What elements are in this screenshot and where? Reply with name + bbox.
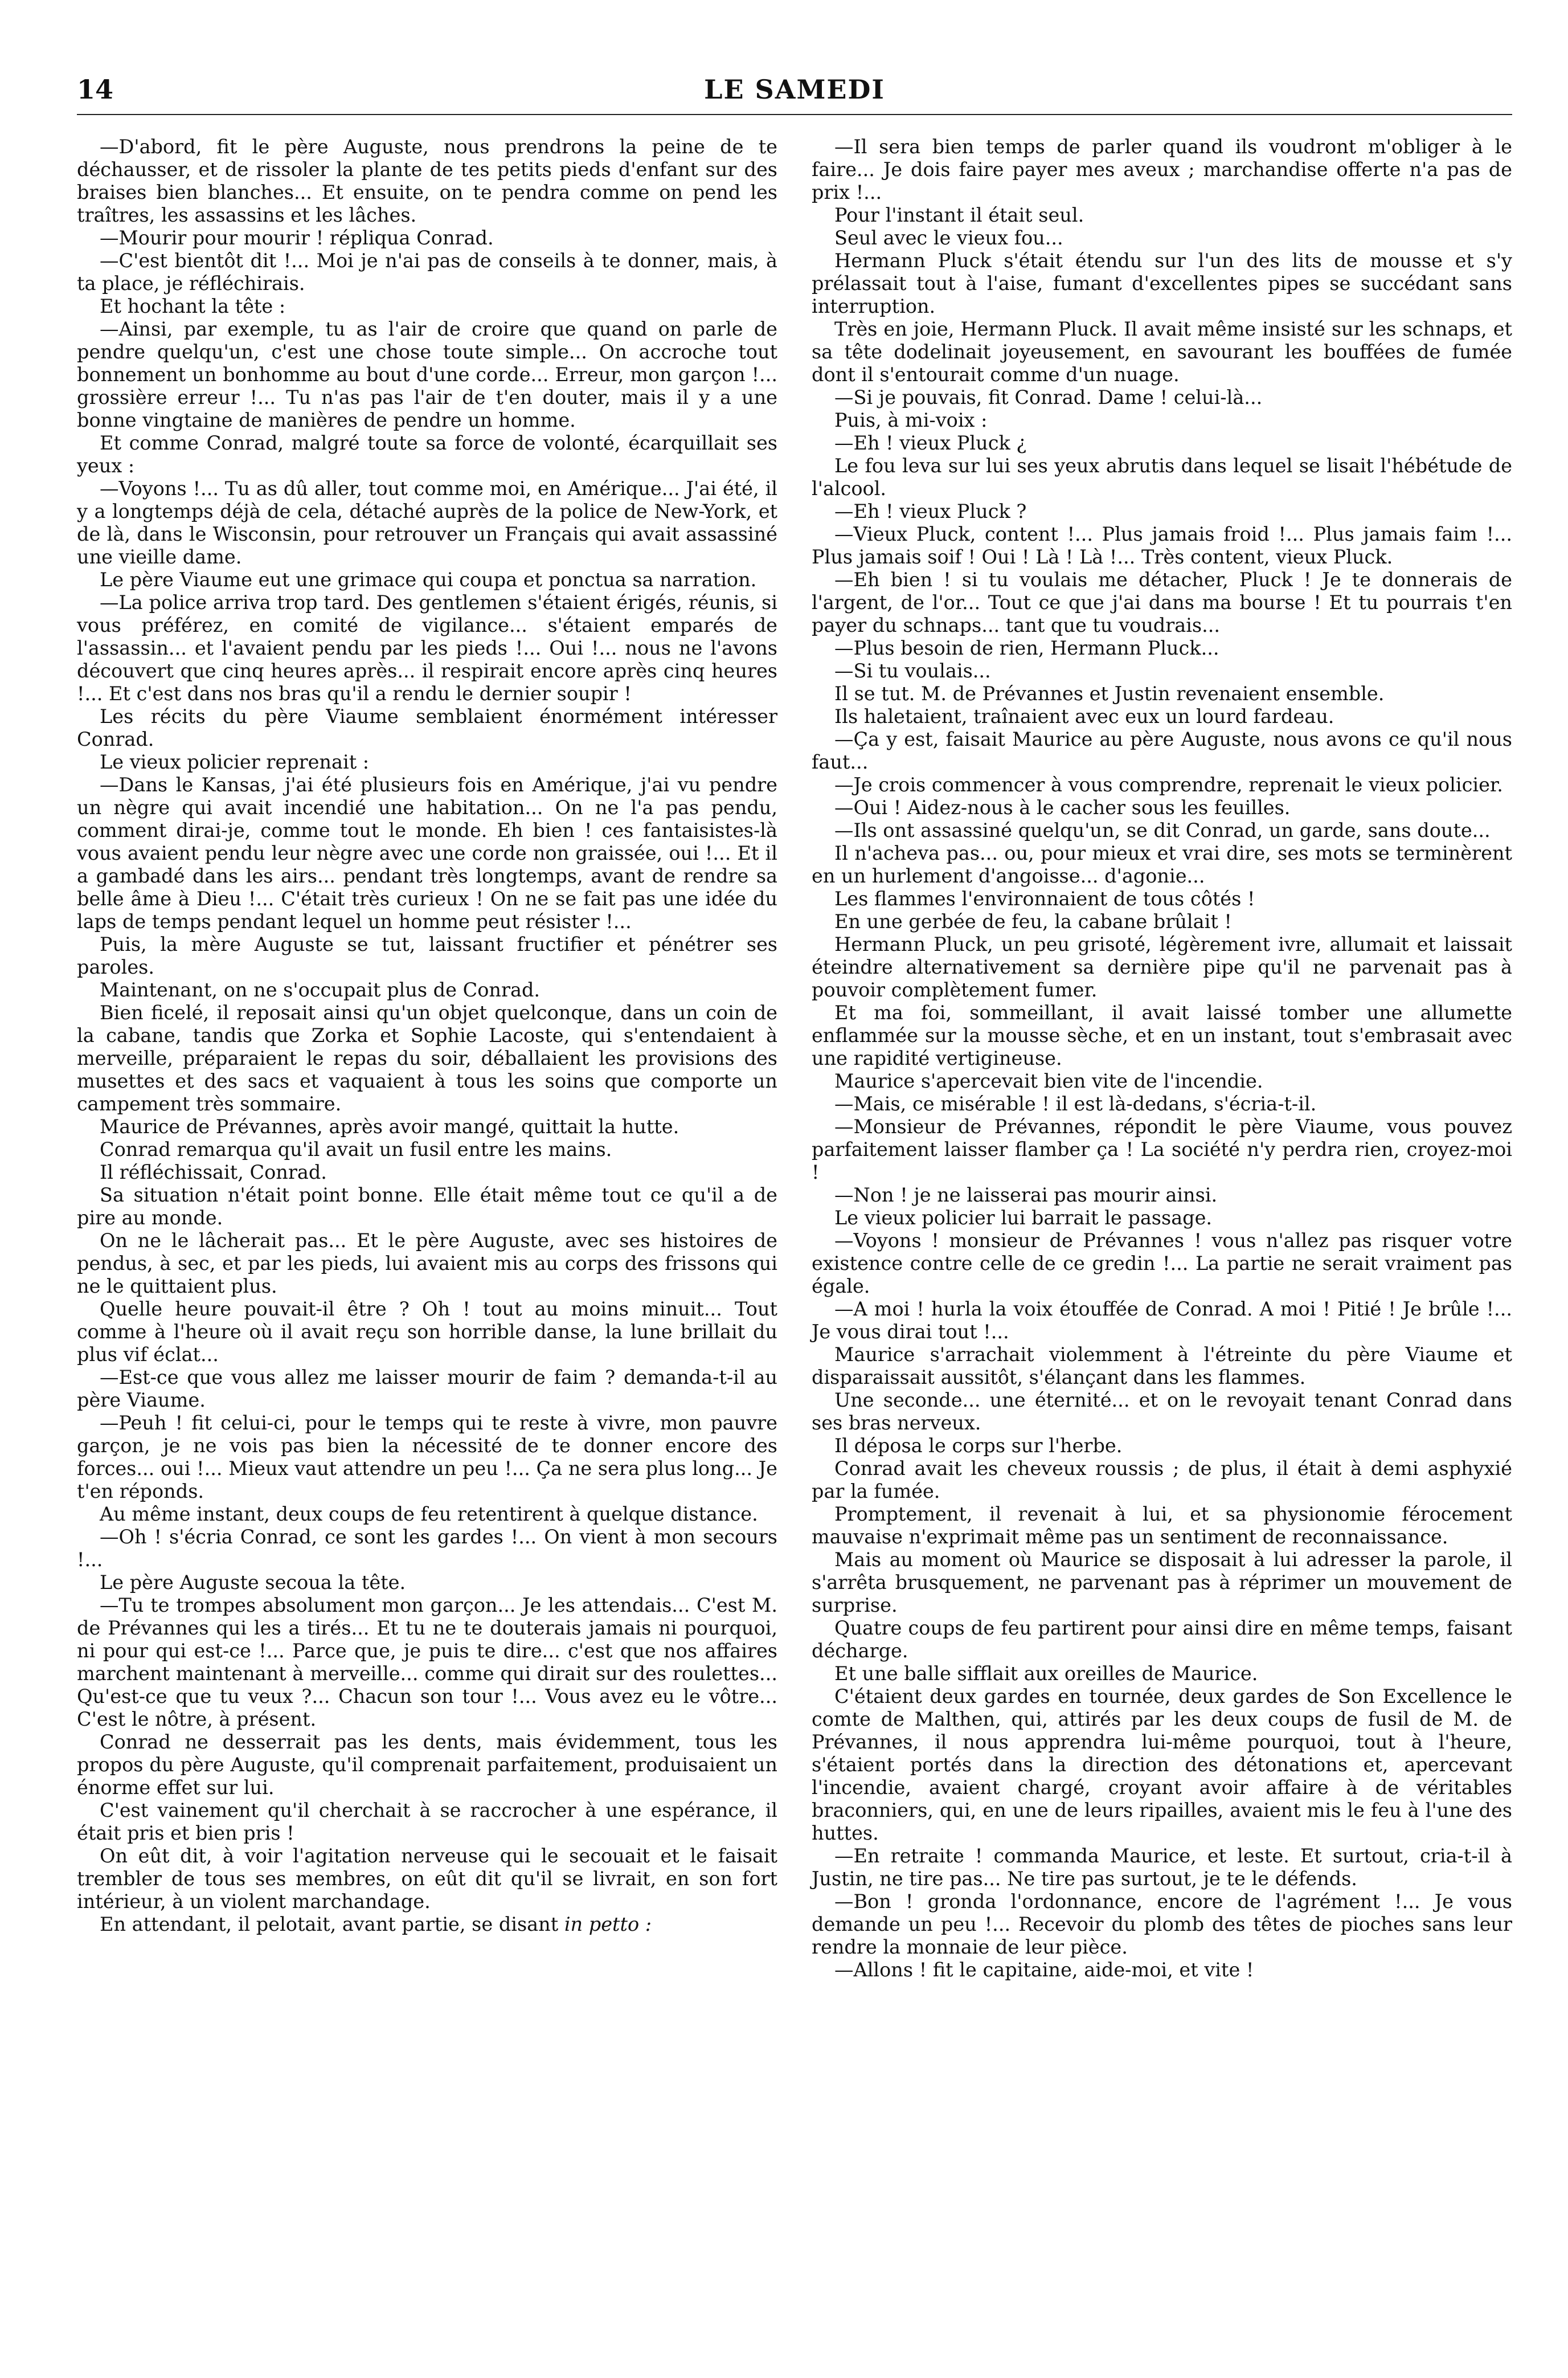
paragraph-text: Les récits du père Viaume semblaient énormément intéresser Conrad. (77, 705, 777, 750)
paragraph (812, 386, 1512, 409)
paragraph-text: Quatre coups de feu partirent pour ainsi dire en même temps, faisant décharge. (812, 1617, 1512, 1662)
paragraph (77, 1412, 777, 1503)
paragraph (812, 1662, 1512, 1685)
paragraph-text: Bien ficelé, il reposait ainsi qu'un objet quelconque, dans un coin de la cabane, tandis que Zorka et Sophie Lacoste, qui s'entendaient à merveille, préparaient le repas du soir, déballaient les provisions des musettes et des sacs et vaquaient à tous les soins que comporte un campement très sommaire. (77, 1002, 777, 1115)
paragraph-text: —Vieux Pluck, content !... Plus jamais froid !... Plus jamais faim !... Plus jamais soif ! Oui ! Là ! Là !... Très content, vieux Pluck. (812, 523, 1512, 568)
paragraph (812, 728, 1512, 774)
paragraph (77, 1503, 777, 1526)
paragraph (812, 910, 1512, 933)
paragraph (812, 1229, 1512, 1298)
paragraph-text: C'étaient deux gardes en tournée, deux gardes de Son Excellence le comte de Malthen, qui, attirés par les deux coups de fusil de M. de Prévannes, il nous apprendra lui-même pourquoi, tout à l'heure, s'étaient portés dans la direction des détonations et, apercevant l'incendie, avaient chargé, croyant avoir affaire à de véritables braconniers, qui, en une de leurs ripailles, avaient mis le feu à l'une des huttes. (812, 1685, 1512, 1844)
paragraph-text: Hermann Pluck, un peu grisoté, légèrement ivre, allumait et laissait éteindre alternativement sa dernière pipe qu'il ne parvenait pas à pouvoir complètement fumer. (812, 933, 1512, 1001)
paragraph (812, 683, 1512, 705)
paragraph (77, 751, 777, 774)
paragraph (812, 1435, 1512, 1457)
paragraph (812, 250, 1512, 318)
paragraph (812, 796, 1512, 819)
paragraph-text: Il se tut. M. de Prévannes et Justin revenaient ensemble. (834, 683, 1385, 705)
paragraph-text: Une seconde... une éternité... et on le revoyait tenant Conrad dans ses bras nerveux. (812, 1389, 1512, 1434)
paragraph (812, 409, 1512, 432)
paragraph-text: —Monsieur de Prévannes, répondit le père Viaume, vous pouvez parfaitement laisser flamber ça ! La société n'y perdra rien, croyez-moi ! (812, 1116, 1512, 1183)
paragraph-text: —Est-ce que vous allez me laisser mourir de faim ? demanda-t-il au père Viaume. (77, 1366, 777, 1411)
paragraph-text: Puis, à mi-voix : (834, 409, 988, 431)
paragraph (77, 1913, 777, 1936)
paragraph-text: Et une balle sifflait aux oreilles de Maurice. (834, 1662, 1258, 1685)
paragraph (812, 1116, 1512, 1184)
paragraph-text: Il n'acheva pas... ou, pour mieux et vrai dire, ses mots se terminèrent en un hurlement d'angoisse... d'agonie... (812, 842, 1512, 887)
paragraph-text: —Il sera bien temps de parler quand ils voudront m'obliger à le faire... Je dois faire payer mes aveux ; marchandise offerte n'a pas de prix !... (812, 136, 1512, 203)
paragraph-text: —Ainsi, par exemple, tu as l'air de croire que quand on parle de pendre quelqu'un, c'est une chose toute simple... On accroche tout bonnement un bonhomme au bout d'une corde... Erreur, mon garçon !... grossière erreur !... Tu n'as pas l'air de t'en douter, mais il y a une bonne vingtaine de manières de pendre un homme. (77, 318, 777, 431)
paragraph (812, 523, 1512, 569)
paragraph-text: En attendant, il pelotait, avant partie, se disant (100, 1913, 559, 1935)
paragraph-text: Conrad avait les cheveux roussis ; de plus, il était à demi asphyxié par la fumée. (812, 1457, 1512, 1502)
paragraph-text: Le père Viaume eut une grimace qui coupa et ponctua sa narration. (100, 569, 757, 591)
paragraph (812, 204, 1512, 227)
paragraph-text: —Oh ! s'écria Conrad, ce sont les gardes !... On vient à mon secours !... (77, 1526, 777, 1571)
paragraph-text: —Je crois commencer à vous comprendre, reprenait le vieux policier. (834, 774, 1503, 796)
paragraph (77, 1161, 777, 1184)
paragraph (812, 1685, 1512, 1845)
paragraph (812, 819, 1512, 842)
paragraph (812, 136, 1512, 204)
left-column (77, 136, 777, 1981)
running-title: LE SAMEDI (704, 74, 885, 105)
paragraph (77, 136, 777, 227)
paragraph (812, 888, 1512, 910)
paragraph-text: —Non ! je ne laisserai pas mourir ainsi. (834, 1184, 1218, 1206)
paragraph-text: Maurice s'apercevait bien vite de l'incendie. (834, 1070, 1263, 1092)
paragraph (77, 1002, 777, 1116)
paragraph-text: —Oui ! Aidez-nous à le cacher sous les feuilles. (834, 796, 1291, 819)
paragraph (77, 1594, 777, 1731)
paragraph (812, 774, 1512, 796)
paragraph (812, 1093, 1512, 1116)
paragraph-text: —Eh ! vieux Pluck ¿ (834, 432, 1027, 454)
paragraph (77, 1845, 777, 1913)
paragraph-text: Hermann Pluck s'était étendu sur l'un des lits de mousse et s'y prélassait tout à l'aise, fumant d'excellentes pipes se succédant sans interruption. (812, 250, 1512, 317)
paragraph-text: —Ils ont assassiné quelqu'un, se dit Conrad, un garde, sans doute... (834, 819, 1491, 841)
paragraph (812, 637, 1512, 660)
paragraph-text: Et ma foi, sommeillant, il avait laissé tomber une allumette enflammée sur la mousse sèche, et en un instant, tout s'embrasait avec une rapidité vertigineuse. (812, 1002, 1512, 1069)
paragraph (812, 1207, 1512, 1229)
paragraph-text: Maurice de Prévannes, après avoir mangé, quittait la hutte. (100, 1116, 679, 1138)
paragraph-text: Conrad remarqua qu'il avait un fusil entre les mains. (100, 1138, 612, 1161)
paragraph (812, 1959, 1512, 1981)
paragraph-text: On eût dit, à voir l'agitation nerveuse qui le secouait et le faisait trembler de tous ses membres, on eût dit qu'il se livrait, en son fort intérieur, à un violent marchandage. (77, 1845, 777, 1913)
paragraph-text: —A moi ! hurla la voix étouffée de Conrad. A moi ! Pitié ! Je brûle !... Je vous dirai tout !... (812, 1298, 1512, 1343)
paragraph (812, 933, 1512, 1002)
paragraph-text: Seul avec le vieux fou... (834, 227, 1063, 249)
paragraph-text: En une gerbée de feu, la cabane brûlait ! (834, 910, 1232, 933)
paragraph (77, 1138, 777, 1161)
paragraph (77, 1366, 777, 1412)
paragraph-text: —C'est bientôt dit !... Moi je n'ai pas de conseils à te donner, mais, à ta place, je réfléchirais. (77, 250, 777, 295)
paragraph-text: Ils haletaient, traînaient avec eux un lourd fardeau. (834, 705, 1334, 728)
text-columns (77, 136, 1512, 1981)
paragraph-text: Le vieux policier reprenait : (100, 751, 370, 773)
paragraph-text: —Eh bien ! si tu voulais me détacher, Pluck ! Je te donnerais de l'argent, de l'or... Tout ce que j'ai dans ma bourse ! Et tu pourrais t'en payer du schnaps... tant que tu voudrais... (812, 569, 1512, 636)
paragraph (812, 569, 1512, 637)
paragraph (77, 979, 777, 1002)
paragraph-text: —Mais, ce misérable ! il est là-dedans, s'écria-t-il. (834, 1093, 1317, 1115)
paragraph-text: —Si tu voulais... (834, 660, 991, 682)
paragraph-text: Et hochant la tête : (100, 295, 286, 317)
paragraph-text: —Ça y est, faisait Maurice au père Auguste, nous avons ce qu'il nous faut... (812, 728, 1512, 773)
paragraph-text: Quelle heure pouvait-il être ? Oh ! tout au moins minuit... Tout comme à l'heure où il avait reçu son horrible danse, la lune brillait du plus vif éclat... (77, 1298, 777, 1366)
paragraph-text: —Bon ! gronda l'ordonnance, encore de l'agrément !... Je vous demande un peu !... Recevoir du plomb des têtes de pioches sans leur rendre la monnaie de leur pièce. (812, 1890, 1512, 1958)
paragraph (77, 1526, 777, 1571)
paragraph-text: —Eh ! vieux Pluck ? (834, 500, 1027, 522)
paragraph (77, 569, 777, 591)
paragraph (812, 1343, 1512, 1389)
paragraph-text: Maurice s'arrachait violemment à l'étreinte du père Viaume et disparaissait aussitôt, s'élançant dans les flammes. (812, 1343, 1512, 1388)
paragraph-text: —Dans le Kansas, j'ai été plusieurs fois en Amérique, j'ai vu pendre un nègre qui avait incendié une habitation... On ne l'a pas pendu, comment dirai-je, comme tout le monde. Eh bien ! ces fantaisistes-là vous avaient pendu leur nègre avec une corde non graissée, oui !... Et il a gambadé dans les airs... pendant très longtemps, avant de rendre sa belle âme à Dieu !... C'était très curieux ! On ne se fait pas une idée du laps de temps pendant lequel un homme peut résister !... (77, 774, 777, 933)
paragraph (77, 1298, 777, 1366)
paragraph (77, 933, 777, 979)
paragraph (812, 432, 1512, 455)
paragraph-text: —Peuh ! fit celui-ci, pour le temps qui te reste à vivre, mon pauvre garçon, je ne vois pas bien la nécessité de te donner encore des forces... oui !... Mieux vaut attendre un peu !... Ça ne sera plus long... Je t'en réponds. (77, 1412, 777, 1502)
paragraph-text: Et comme Conrad, malgré toute sa force de volonté, écarquillait ses yeux : (77, 432, 777, 477)
paragraph (77, 477, 777, 569)
paragraph (812, 1890, 1512, 1959)
paragraph (77, 227, 777, 250)
paragraph-text: Mais au moment où Maurice se disposait à lui adresser la parole, il s'arrêta brusquement, ne parvenant pas à réprimer un mouvement de surprise. (812, 1548, 1512, 1616)
paragraph-text: —Plus besoin de rien, Hermann Pluck... (834, 637, 1219, 659)
paragraph (812, 1548, 1512, 1617)
paragraph-text: Les flammes l'environnaient de tous côtés ! (834, 888, 1255, 910)
italic-phrase: in petto : (564, 1913, 652, 1935)
paragraph (77, 1571, 777, 1594)
paragraph (77, 432, 777, 477)
paragraph (77, 774, 777, 933)
paragraph (812, 1457, 1512, 1503)
paragraph-text: —La police arriva trop tard. Des gentlemen s'étaient érigés, réunis, si vous préférez, en comité de vigilance... s'étaient emparés de l'assassin... et l'avaient pendu par les pieds !... Oui !... nous ne l'avons découvert que cinq heures après... il respirait encore après cinq heures !... Et c'est dans nos bras qu'il a rendu le dernier soupir ! (77, 591, 777, 705)
paragraph (812, 1503, 1512, 1548)
paragraph-text: Le vieux policier lui barrait le passage. (834, 1207, 1213, 1229)
paragraph-text: —Mourir pour mourir ! répliqua Conrad. (100, 227, 494, 249)
paragraph (77, 250, 777, 295)
paragraph (812, 1184, 1512, 1207)
paragraph-text: Il déposa le corps sur l'herbe. (834, 1435, 1123, 1457)
paragraph-text: Très en joie, Hermann Pluck. Il avait même insisté sur les schnaps, et sa tête dodelinait joyeusement, en savourant les bouffées de fumée dont il s'entourait comme d'un nuage. (812, 318, 1512, 386)
paragraph (77, 1799, 777, 1845)
paragraph-text: Conrad ne desserrait pas les dents, mais évidemment, tous les propos du père Auguste, qu'il comprenait parfaitement, produisaient un énorme effet sur lui. (77, 1731, 777, 1799)
paragraph-text: —Voyons !... Tu as dû aller, tout comme moi, en Amérique... J'ai été, il y a longtemps déjà de cela, détaché auprès de la police de New-York, et de là, dans le Wisconsin, pour retrouver un Français qui avait assassiné une vieille dame. (77, 477, 777, 568)
paragraph (812, 705, 1512, 728)
paragraph (77, 318, 777, 432)
paragraph (77, 1229, 777, 1298)
paragraph (812, 500, 1512, 523)
paragraph-text: C'est vainement qu'il cherchait à se raccrocher à une espérance, il était pris et bien pris ! (77, 1799, 777, 1844)
paragraph (77, 1184, 777, 1229)
page-number: 14 (77, 74, 114, 105)
paragraph-text: Promptement, il revenait à lui, et sa physionomie férocement mauvaise n'exprimait même pas un sentiment de reconnaissance. (812, 1503, 1512, 1548)
paragraph-text: Au même instant, deux coups de feu retentirent à quelque distance. (100, 1503, 758, 1525)
paragraph-text: Le père Auguste secoua la tête. (100, 1571, 406, 1593)
paragraph-text: Le fou leva sur lui ses yeux abrutis dans lequel se lisait l'hébétude de l'alcool. (812, 455, 1512, 500)
paragraph (812, 1298, 1512, 1343)
paragraph-text: Maintenant, on ne s'occupait plus de Conrad. (100, 979, 541, 1001)
paragraph (812, 455, 1512, 500)
newspaper-page (77, 74, 1512, 2330)
paragraph (812, 1002, 1512, 1070)
paragraph (77, 591, 777, 705)
paragraph (77, 1731, 777, 1799)
paragraph (812, 842, 1512, 888)
paragraph-text: Puis, la mère Auguste se tut, laissant fructifier et pénétrer ses paroles. (77, 933, 777, 978)
paragraph-text: On ne le lâcherait pas... Et le père Auguste, avec ses histoires de pendus, à sec, et par les pieds, lui avaient mis au corps des frissons qui ne le quittaient plus. (77, 1229, 777, 1297)
paragraph (812, 227, 1512, 250)
paragraph (77, 705, 777, 751)
paragraph-text: —Tu te trompes absolument mon garçon... Je les attendais... C'est M. de Prévannes qui les a tirés... Et tu ne te douterais jamais ni pourquoi, ni pour qui est-ce !... Parce que, je puis te dire... c'est que nos affaires marchent maintenant à merveille... comme qui dirait sur des roulettes... Qu'est-ce que tu veux ?... Chacun son tour !... Vous avez eu le vôtre... C'est le nôtre, à présent. (77, 1594, 777, 1730)
paragraph-text: —Si je pouvais, fit Conrad. Dame ! celui-là... (834, 386, 1263, 408)
paragraph-text: Il réfléchissait, Conrad. (100, 1161, 327, 1183)
paragraph (812, 660, 1512, 683)
right-column (812, 136, 1512, 1981)
paragraph-text: —En retraite ! commanda Maurice, et leste. Et surtout, cria-t-il à Justin, ne tire pas... Ne tire pas surtout, je te le défends. (812, 1845, 1512, 1890)
paragraph (812, 1389, 1512, 1435)
paragraph-text: —Allons ! fit le capitaine, aide-moi, et vite ! (834, 1959, 1254, 1981)
paragraph (77, 295, 777, 318)
paragraph-text: —D'abord, fit le père Auguste, nous prendrons la peine de te déchausser, et de rissoler la plante de tes petits pieds d'enfant sur des braises bien blanches... Et ensuite, on te pendra comme on pend les traîtres, les assassins et les lâches. (77, 136, 777, 226)
paragraph-text: Sa situation n'était point bonne. Elle était même tout ce qu'il a de pire au monde. (77, 1184, 777, 1229)
page-header (77, 74, 1512, 115)
paragraph (812, 318, 1512, 386)
paragraph (812, 1845, 1512, 1890)
paragraph (812, 1617, 1512, 1662)
paragraph-text: —Voyons ! monsieur de Prévannes ! vous n'allez pas risquer votre existence contre celle de ce gredin !... La partie ne serait vraiment pas égale. (812, 1229, 1512, 1297)
paragraph (77, 1116, 777, 1138)
paragraph-text: Pour l'instant il était seul. (834, 204, 1084, 226)
paragraph (812, 1070, 1512, 1093)
